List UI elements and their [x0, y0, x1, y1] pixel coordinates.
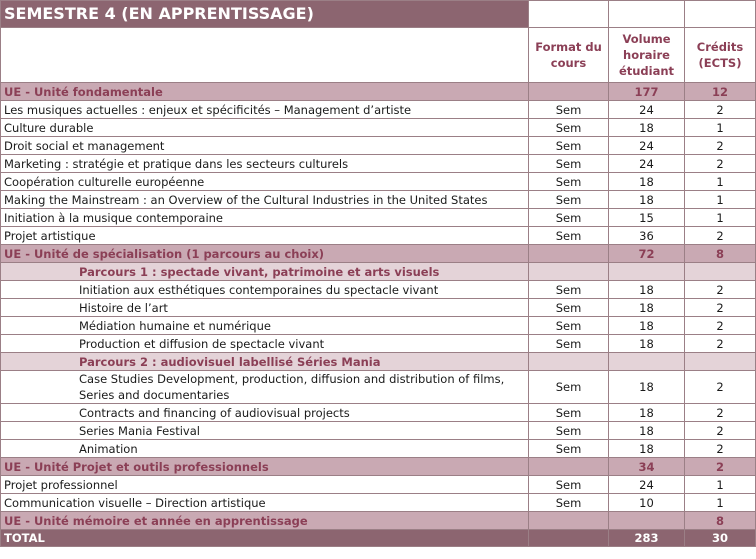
ue-credits: 2	[685, 458, 756, 476]
title-blank-cell	[529, 1, 609, 28]
course-row	[1, 371, 756, 404]
course-name: Communication visuelle – Direction artistique	[1, 494, 529, 512]
total-row	[1, 530, 756, 547]
ue-row	[1, 458, 756, 476]
ue-credits: 8	[685, 245, 756, 263]
course-volume: 18	[609, 404, 685, 422]
course-row	[1, 404, 756, 422]
course-credits: 2	[685, 371, 756, 404]
total-format	[529, 530, 609, 547]
course-credits: 2	[685, 101, 756, 119]
course-volume: 18	[609, 440, 685, 458]
course-row	[1, 440, 756, 458]
course-volume: 24	[609, 155, 685, 173]
course-name: Coopération culturelle européenne	[1, 173, 529, 191]
ue-format	[529, 512, 609, 530]
course-format: Sem	[529, 137, 609, 155]
course-volume: 18	[609, 173, 685, 191]
course-format: Sem	[529, 155, 609, 173]
course-name: Les musiques actuelles : enjeux et spécificités – Management d’artiste	[1, 101, 529, 119]
ue-label: UE - Unité Projet et outils professionnels	[1, 458, 529, 476]
ue-row	[1, 512, 756, 530]
course-row	[1, 476, 756, 494]
course-format: Sem	[529, 227, 609, 245]
course-row	[1, 137, 756, 155]
course-row	[1, 119, 756, 137]
ue-label: UE - Unité mémoire et année en apprentissage	[1, 512, 529, 530]
total-label: TOTAL	[1, 530, 529, 547]
course-row	[1, 227, 756, 245]
course-name: Médiation humaine et numérique	[1, 317, 529, 335]
course-name: Projet artistique	[1, 227, 529, 245]
parcours-row	[1, 263, 756, 281]
ue-format	[529, 83, 609, 101]
ue-volume: 72	[609, 245, 685, 263]
course-volume: 18	[609, 422, 685, 440]
course-format: Sem	[529, 371, 609, 404]
course-row	[1, 173, 756, 191]
ue-label: UE - Unité de spécialisation (1 parcours au choix)	[1, 245, 529, 263]
header-credits: Crédits (ECTS)	[685, 28, 756, 83]
parcours-row	[1, 353, 756, 371]
course-name: Culture durable	[1, 119, 529, 137]
title-row	[1, 1, 756, 28]
course-volume: 24	[609, 101, 685, 119]
ue-label: UE - Unité fondamentale	[1, 83, 529, 101]
parcours-blank-cell	[685, 353, 756, 371]
course-volume: 18	[609, 281, 685, 299]
header-blank-cell	[1, 28, 529, 83]
course-name: Animation	[1, 440, 529, 458]
course-row	[1, 191, 756, 209]
course-name: Histoire de l’art	[1, 299, 529, 317]
course-format: Sem	[529, 173, 609, 191]
course-name: Marketing : stratégie et pratique dans les secteurs culturels	[1, 155, 529, 173]
course-format: Sem	[529, 101, 609, 119]
parcours-blank-cell	[685, 263, 756, 281]
parcours-label: Parcours 2 : audiovisuel labellisé Séries Mania	[1, 353, 529, 371]
course-credits: 2	[685, 137, 756, 155]
course-credits: 2	[685, 155, 756, 173]
ue-volume: 177	[609, 83, 685, 101]
course-credits: 1	[685, 191, 756, 209]
course-format: Sem	[529, 494, 609, 512]
course-volume: 18	[609, 335, 685, 353]
course-row	[1, 101, 756, 119]
ue-format	[529, 245, 609, 263]
header-row	[1, 28, 756, 83]
parcours-blank-cell	[609, 263, 685, 281]
parcours-label: Parcours 1 : spectade vivant, patrimoine et arts visuels	[1, 263, 529, 281]
course-name: Series Mania Festival	[1, 422, 529, 440]
course-credits: 2	[685, 335, 756, 353]
course-credits: 2	[685, 281, 756, 299]
course-format: Sem	[529, 476, 609, 494]
course-name: Production et diffusion de spectacle vivant	[1, 335, 529, 353]
course-format: Sem	[529, 191, 609, 209]
parcours-blank-cell	[609, 353, 685, 371]
course-format: Sem	[529, 299, 609, 317]
course-credits: 2	[685, 317, 756, 335]
title-blank-cell	[609, 1, 685, 28]
ue-row	[1, 83, 756, 101]
course-credits: 2	[685, 227, 756, 245]
semester-title: SEMESTRE 4 (EN APPRENTISSAGE)	[1, 1, 529, 28]
course-format: Sem	[529, 317, 609, 335]
course-format: Sem	[529, 209, 609, 227]
ue-credits: 8	[685, 512, 756, 530]
course-format: Sem	[529, 335, 609, 353]
course-volume: 36	[609, 227, 685, 245]
course-name: Initiation aux esthétiques contemporaines du spectacle vivant	[1, 281, 529, 299]
course-format: Sem	[529, 422, 609, 440]
course-credits: 1	[685, 119, 756, 137]
course-volume: 18	[609, 191, 685, 209]
course-format: Sem	[529, 281, 609, 299]
title-blank-cell	[685, 1, 756, 28]
ue-row	[1, 245, 756, 263]
course-row	[1, 209, 756, 227]
course-volume: 18	[609, 371, 685, 404]
course-credits: 2	[685, 422, 756, 440]
course-volume: 18	[609, 299, 685, 317]
course-name: Projet professionnel	[1, 476, 529, 494]
course-volume: 24	[609, 476, 685, 494]
course-format: Sem	[529, 440, 609, 458]
course-volume: 24	[609, 137, 685, 155]
course-name: Making the Mainstream : an Overview of the Cultural Industries in the United States	[1, 191, 529, 209]
ue-credits: 12	[685, 83, 756, 101]
course-format: Sem	[529, 119, 609, 137]
total-credits: 30	[685, 530, 756, 547]
course-credits: 2	[685, 404, 756, 422]
course-credits: 1	[685, 173, 756, 191]
course-credits: 1	[685, 494, 756, 512]
course-credits: 1	[685, 209, 756, 227]
course-format: Sem	[529, 404, 609, 422]
header-format: Format du cours	[529, 28, 609, 83]
course-volume: 18	[609, 317, 685, 335]
course-volume: 10	[609, 494, 685, 512]
header-volume: Volume horaire étudiant	[609, 28, 685, 83]
course-volume: 15	[609, 209, 685, 227]
course-name: Initiation à la musique contemporaine	[1, 209, 529, 227]
course-row	[1, 155, 756, 173]
course-row	[1, 299, 756, 317]
course-name: Contracts and financing of audiovisual projects	[1, 404, 529, 422]
course-row	[1, 335, 756, 353]
parcours-blank-cell	[529, 353, 609, 371]
ue-format	[529, 458, 609, 476]
total-volume: 283	[609, 530, 685, 547]
ue-volume	[609, 512, 685, 530]
course-credits: 1	[685, 476, 756, 494]
parcours-blank-cell	[529, 263, 609, 281]
course-credits: 2	[685, 440, 756, 458]
course-name: Droit social et management	[1, 137, 529, 155]
course-row	[1, 281, 756, 299]
course-volume: 18	[609, 119, 685, 137]
course-credits: 2	[685, 299, 756, 317]
course-name: Case Studies Development, production, diffusion and distribution of films, Series and documentaries	[1, 371, 529, 404]
course-row	[1, 422, 756, 440]
course-row	[1, 494, 756, 512]
course-row	[1, 317, 756, 335]
ue-volume: 34	[609, 458, 685, 476]
